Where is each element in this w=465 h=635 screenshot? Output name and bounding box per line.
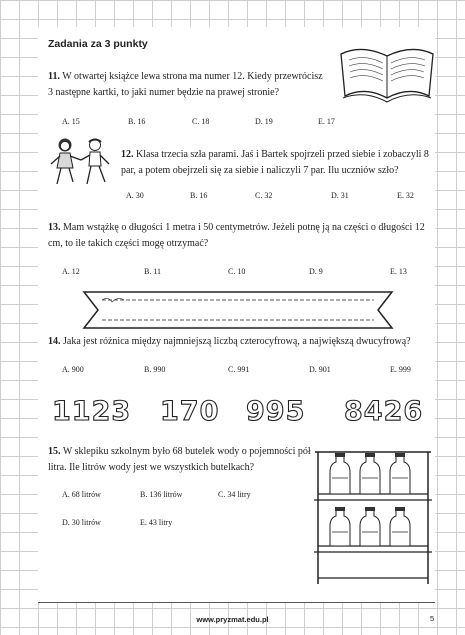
decor-number: 170 bbox=[160, 396, 220, 427]
answer-option[interactable]: D. 9 bbox=[309, 267, 323, 276]
footer-divider bbox=[38, 602, 435, 603]
question-text: W sklepiku szkolnym było 68 butelek wody o pojemności pół litra. Ile litrów wody jest we wszystkich butelkach? bbox=[48, 446, 311, 473]
decor-number: 8426 bbox=[344, 396, 424, 427]
question-12 bbox=[121, 147, 433, 179]
answer-option[interactable]: A. 30 bbox=[126, 191, 144, 200]
answer-option[interactable]: E. 13 bbox=[390, 267, 407, 276]
question-text: W otwartej książce lewa strona ma numer 12. Kiedy przewrócisz 3 następne kartki, to jaki numer będzie na prawej stronie? bbox=[48, 71, 323, 98]
answer-option[interactable]: D. 30 litrów bbox=[62, 518, 101, 527]
question-number: 15. bbox=[48, 446, 61, 457]
answer-option[interactable]: C. 10 bbox=[228, 267, 246, 276]
question-number: 13. bbox=[48, 222, 61, 233]
question-11 bbox=[48, 69, 330, 101]
question-number: 14. bbox=[48, 336, 61, 347]
question-14 bbox=[48, 334, 434, 350]
answer-option[interactable]: D. 19 bbox=[255, 117, 273, 126]
answer-option[interactable]: E. 999 bbox=[390, 365, 411, 374]
question-number: 12. bbox=[121, 149, 134, 160]
section-title: Zadania za 3 punkty bbox=[48, 38, 148, 50]
question-text: Mam wstążkę o długości 1 metra i 50 centymetrów. Jeżeli potnę ją na części o długości 12 cm, to ile takich części mogę otrzymać? bbox=[48, 222, 425, 249]
answer-option[interactable]: A. 15 bbox=[62, 117, 80, 126]
answer-option[interactable]: B. 16 bbox=[128, 117, 146, 126]
answer-option[interactable]: A. 12 bbox=[62, 267, 80, 276]
question-15 bbox=[48, 444, 313, 476]
answer-option[interactable]: C. 18 bbox=[192, 117, 210, 126]
answer-option[interactable]: B. 136 litrów bbox=[140, 490, 183, 499]
footer-url[interactable]: www.pryzmat.edu.pl bbox=[196, 615, 269, 624]
answer-option[interactable]: B. 16 bbox=[190, 191, 208, 200]
answer-option[interactable]: B. 11 bbox=[144, 267, 162, 276]
question-text: Klasa trzecia szła parami. Jaś i Bartek spojrzeli przed siebie i zobaczyli 8 par, a potem obejrzeli się za siebie i naliczyli 7 par. Ilu uczniów szło? bbox=[121, 149, 429, 176]
answer-option[interactable]: E. 17 bbox=[318, 117, 335, 126]
question-text: Jaka jest różnica między najmniejszą liczbą czterocyfrową, a największą dwucyfrową? bbox=[63, 336, 411, 347]
answer-option[interactable]: A. 68 litrów bbox=[62, 490, 101, 499]
answer-option[interactable]: A. 900 bbox=[62, 365, 84, 374]
answer-option[interactable]: B. 990 bbox=[144, 365, 166, 374]
answer-option[interactable]: C. 34 litry bbox=[218, 490, 251, 499]
answer-option[interactable]: D. 31 bbox=[331, 191, 349, 200]
ribbon-illustration bbox=[78, 286, 398, 334]
book-illustration bbox=[337, 36, 437, 104]
question-13 bbox=[48, 220, 434, 252]
decor-number: 1123 bbox=[52, 396, 132, 427]
children-illustration bbox=[45, 136, 117, 194]
answer-option[interactable]: D. 901 bbox=[309, 365, 331, 374]
bottle-shelf-illustration bbox=[312, 448, 434, 588]
answer-option[interactable]: C. 32 bbox=[255, 191, 273, 200]
answer-option[interactable]: E. 32 bbox=[397, 191, 414, 200]
decor-number: 995 bbox=[246, 396, 306, 427]
answer-option[interactable]: C. 991 bbox=[228, 365, 250, 374]
question-number: 11. bbox=[48, 71, 60, 82]
page-number: 5 bbox=[430, 614, 435, 623]
answer-option[interactable]: E. 43 litry bbox=[140, 518, 173, 527]
